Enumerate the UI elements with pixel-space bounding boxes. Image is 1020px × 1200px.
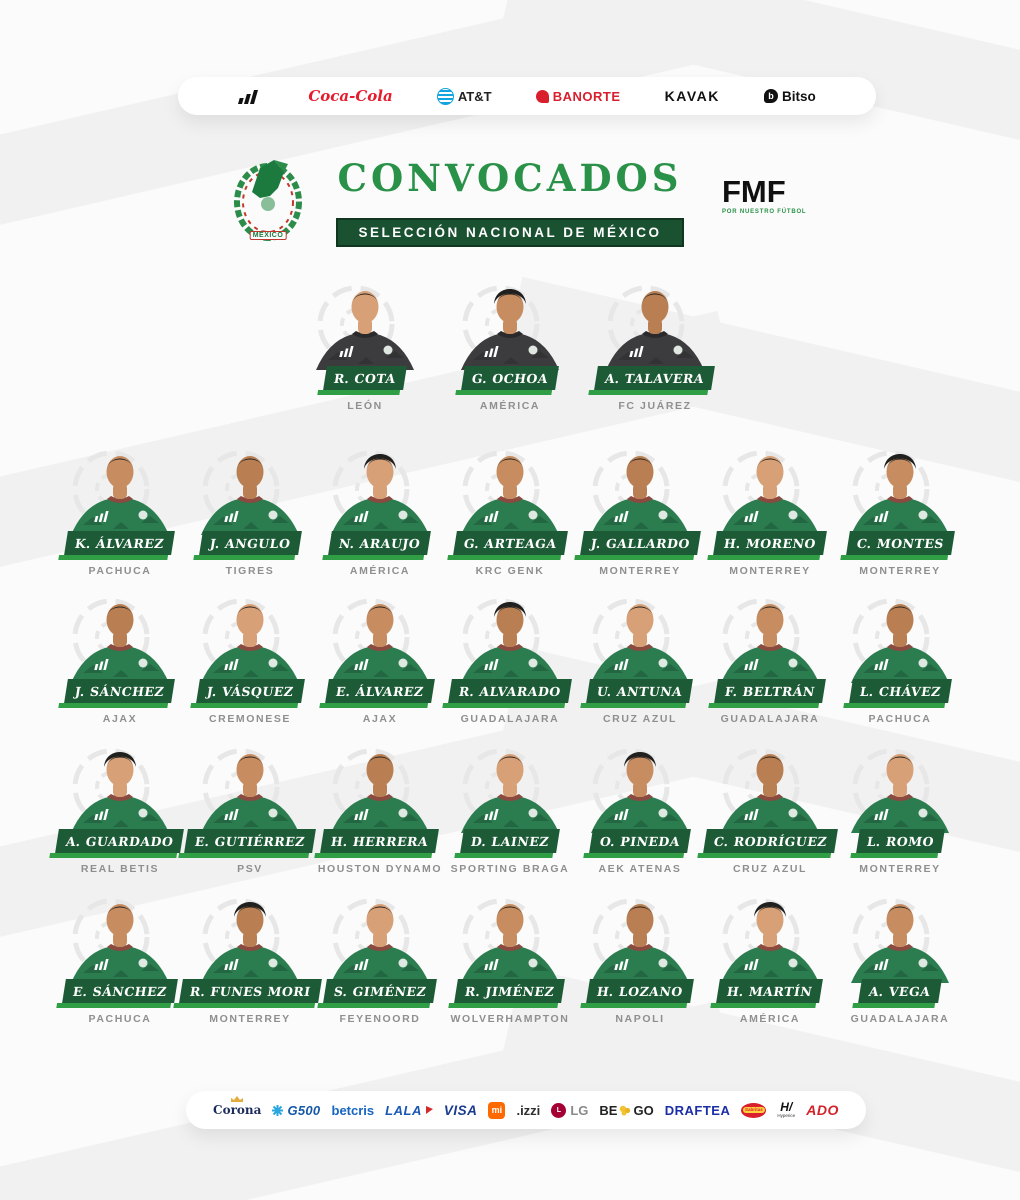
player-card [835, 741, 965, 875]
player-club: AMÉRICA [739, 1013, 801, 1025]
player-name-plate [586, 979, 694, 1003]
player-photo [575, 891, 705, 983]
player-name-plate [64, 679, 175, 703]
player-club: FEYENOORD [339, 1013, 421, 1025]
player-name-plate [858, 979, 941, 1003]
player-name-plate [589, 829, 691, 853]
player-photo [835, 591, 965, 683]
player-card [315, 891, 445, 1025]
player-club: GUADALAJARA [850, 1013, 950, 1025]
player-name: N. ARAUJO [338, 536, 422, 551]
player-name-plate [328, 531, 431, 555]
player-name-plate [716, 979, 823, 1003]
player-photo [575, 741, 705, 833]
player-name: C. MONTES [855, 536, 945, 551]
player-photo [590, 278, 720, 370]
player-row-4 [0, 741, 1020, 875]
corona-crown-icon [230, 1096, 244, 1102]
player-club: MONTERREY [209, 1013, 291, 1025]
player-name: G. OCHOA [470, 371, 550, 386]
top-sponsor-bar [178, 77, 876, 115]
player-name: K. ÁLVAREZ [74, 536, 166, 551]
lg-logo: L LG [551, 1103, 588, 1118]
att-logo: AT&T [437, 88, 492, 105]
player-club: NAPOLI [615, 1013, 665, 1025]
player-photo [55, 443, 185, 535]
player-club: MONTERREY [599, 565, 681, 577]
player-card [575, 891, 705, 1025]
lg-circle-icon: L [551, 1103, 566, 1118]
player-name: J. ANGULO [208, 536, 292, 551]
player-name: D. LAINEZ [469, 834, 551, 849]
player-photo [445, 741, 575, 833]
bitso-logo: b Bitso [764, 89, 816, 104]
player-photo [445, 278, 575, 370]
player-name: O. PINEDA [598, 834, 682, 849]
player-card [575, 741, 705, 875]
player-club: CRUZ AZUL [732, 863, 808, 875]
player-name: J. SÁNCHEZ [74, 684, 166, 699]
player-photo [185, 741, 315, 833]
player-name: R. ALVARADO [457, 684, 563, 699]
player-card [55, 891, 185, 1025]
player-name: H. HERRERA [330, 834, 430, 849]
player-name: E. GUTIÉRREZ [193, 834, 307, 849]
player-club: PACHUCA [868, 713, 932, 725]
player-name: R. COTA [332, 371, 397, 386]
bego-logo: BE GO [599, 1102, 654, 1118]
player-card [575, 443, 705, 577]
player-card [55, 443, 185, 577]
player-photo [445, 443, 575, 535]
player-club: SPORTING BRAGA [450, 863, 570, 875]
player-name: A. GUARDADO [64, 834, 175, 849]
player-name-plate [846, 531, 955, 555]
visa-logo: VISA [443, 1102, 478, 1118]
player-name: U. ANTUNA [596, 684, 684, 699]
player-card [590, 278, 720, 412]
banorte-icon [536, 90, 549, 103]
player-name-plate [595, 366, 716, 390]
fmf-logo [722, 176, 806, 215]
player-name-plate [55, 829, 184, 853]
player-photo [315, 741, 445, 833]
player-row-5 [0, 891, 1020, 1025]
player-card [445, 443, 575, 577]
player-name-plate [199, 531, 301, 555]
banorte-logo: BANORTE [536, 89, 621, 104]
player-club: CRUZ AZUL [602, 713, 678, 725]
player-name-plate [713, 531, 827, 555]
player-club: HOUSTON DYNAMO [317, 863, 443, 875]
player-club: TIGRES [225, 565, 275, 577]
fmf-tagline: POR NUESTRO FÚTBOL [722, 209, 807, 215]
player-card [315, 443, 445, 577]
player-name: L. ROMO [865, 834, 935, 849]
player-name: A. VEGA [867, 984, 932, 999]
player-card [185, 741, 315, 875]
player-name-plate [62, 979, 178, 1003]
player-name-plate [714, 679, 826, 703]
page-title: CONVOCADOS [337, 156, 683, 200]
player-card [315, 741, 445, 875]
player-name-plate [849, 679, 952, 703]
player-name-plate [454, 979, 565, 1003]
player-row-3 [0, 591, 1020, 725]
player-photo [185, 443, 315, 535]
player-card [835, 443, 965, 577]
player-card [705, 591, 835, 725]
player-name: E. SÁNCHEZ [71, 984, 168, 999]
player-club: FC JUÁREZ [618, 400, 692, 412]
player-photo [445, 591, 575, 683]
player-card [445, 741, 575, 875]
player-club: REAL BETIS [80, 863, 160, 875]
player-name: H. MARTÍN [726, 984, 814, 999]
bego-honey-icon [619, 1105, 631, 1116]
player-card [55, 741, 185, 875]
coca-cola-logo: Coca-Cola [308, 87, 393, 105]
player-photo [705, 891, 835, 983]
player-club: MONTERREY [729, 565, 811, 577]
player-name-plate [856, 829, 945, 853]
player-photo [55, 741, 185, 833]
g500-logo: G500 [272, 1103, 320, 1118]
player-photo [55, 891, 185, 983]
player-name: E. ÁLVAREZ [334, 684, 425, 699]
player-card [55, 591, 185, 725]
player-photo [705, 591, 835, 683]
player-name-plate [325, 679, 435, 703]
player-name: R. JIMÉNEZ [464, 984, 556, 999]
player-name-plate [580, 531, 701, 555]
kavak-logo: KAVAK [664, 88, 720, 104]
corona-logo: Corona [213, 1103, 261, 1117]
player-name-plate [323, 979, 437, 1003]
player-club: AMÉRICA [349, 565, 411, 577]
player-photo [835, 891, 965, 983]
player-name-plate [461, 366, 559, 390]
bottom-sponsor-bar [186, 1091, 866, 1129]
player-name-plate [586, 679, 693, 703]
player-card [445, 891, 575, 1025]
player-name-plate [323, 366, 407, 390]
player-name-plate [179, 979, 321, 1003]
player-photo [185, 891, 315, 983]
player-name-plate [65, 531, 176, 555]
player-club: GUADALAJARA [460, 713, 560, 725]
player-photo [575, 591, 705, 683]
player-photo [705, 741, 835, 833]
att-globe-icon [437, 88, 454, 105]
player-card [575, 591, 705, 725]
player-name: H. MORENO [722, 536, 818, 551]
player-name: A. TALAVERA [604, 371, 706, 386]
player-name: H. LOZANO [595, 984, 685, 999]
player-photo [835, 741, 965, 833]
player-card [445, 278, 575, 412]
player-card [315, 591, 445, 725]
player-club: AJAX [102, 713, 138, 725]
sabritas-logo: Sabritas [741, 1103, 766, 1118]
player-club: KRC GENK [475, 565, 545, 577]
player-club: GUADALAJARA [720, 713, 820, 725]
player-club: PACHUCA [88, 565, 152, 577]
player-club: MONTERREY [859, 565, 941, 577]
player-photo [55, 591, 185, 683]
player-club: CREMONESE [208, 713, 292, 725]
player-name: J. VÁSQUEZ [205, 684, 295, 699]
player-card [705, 443, 835, 577]
player-card [185, 591, 315, 725]
fmf-wordmark: FMF [722, 174, 786, 209]
player-club: AJAX [362, 713, 398, 725]
player-photo [315, 891, 445, 983]
player-name-plate [703, 829, 838, 853]
g500-star-icon [272, 1105, 283, 1116]
player-card [185, 891, 315, 1025]
player-card [185, 443, 315, 577]
player-card [835, 891, 965, 1025]
player-photo [300, 278, 430, 370]
player-photo [315, 443, 445, 535]
player-name: J. GALLARDO [589, 536, 691, 551]
player-photo [185, 591, 315, 683]
hyperice-logo: H/ Hyperice [777, 1100, 796, 1119]
subtitle-banner: SELECCIÓN NACIONAL DE MÉXICO [336, 218, 683, 247]
player-club: LEÓN [347, 400, 383, 412]
xiaomi-logo: mi [488, 1102, 505, 1119]
player-name-plate [453, 531, 568, 555]
crest-mexico-label: MÉXICO [250, 231, 287, 240]
player-club: AMÉRICA [479, 400, 541, 412]
player-photo [705, 443, 835, 535]
player-card [705, 741, 835, 875]
draftea-logo: DRAFTEA [664, 1102, 731, 1118]
player-name: F. BELTRÁN [723, 684, 817, 699]
player-card [445, 591, 575, 725]
betcris-logo: betcris [331, 1102, 375, 1118]
player-club: MONTERREY [859, 863, 941, 875]
player-photo [575, 443, 705, 535]
player-name-plate [196, 679, 304, 703]
player-card [835, 591, 965, 725]
goalkeeper-row [0, 278, 1020, 412]
lala-flag-icon [426, 1106, 433, 1114]
player-club: WOLVERHAMPTON [450, 1013, 570, 1025]
player-name: R. FUNES MORI [188, 984, 312, 999]
player-club: PSV [237, 863, 263, 875]
player-card [705, 891, 835, 1025]
bitso-icon: b [764, 89, 778, 103]
player-club: PACHUCA [88, 1013, 152, 1025]
player-card [300, 278, 430, 412]
player-photo [835, 443, 965, 535]
player-photo [445, 891, 575, 983]
ado-logo: ADO [806, 1102, 839, 1118]
player-photo [315, 591, 445, 683]
player-name-plate [184, 829, 316, 853]
player-name-plate [320, 829, 439, 853]
player-name: C. RODRÍGUEZ [712, 834, 828, 849]
player-name-plate [460, 829, 560, 853]
player-row-2 [0, 443, 1020, 577]
adidas-logo-icon [238, 88, 264, 105]
header-title-block [0, 156, 1020, 247]
player-club: AEK ATENAS [598, 863, 682, 875]
player-name: G. ARTEAGA [462, 536, 558, 551]
izzi-logo: .izzi [516, 1102, 541, 1118]
player-name-plate [448, 679, 572, 703]
lala-logo: LALA [385, 1103, 433, 1118]
player-name: L. CHÁVEZ [858, 684, 942, 699]
player-name: S. GIMÉNEZ [332, 984, 428, 999]
